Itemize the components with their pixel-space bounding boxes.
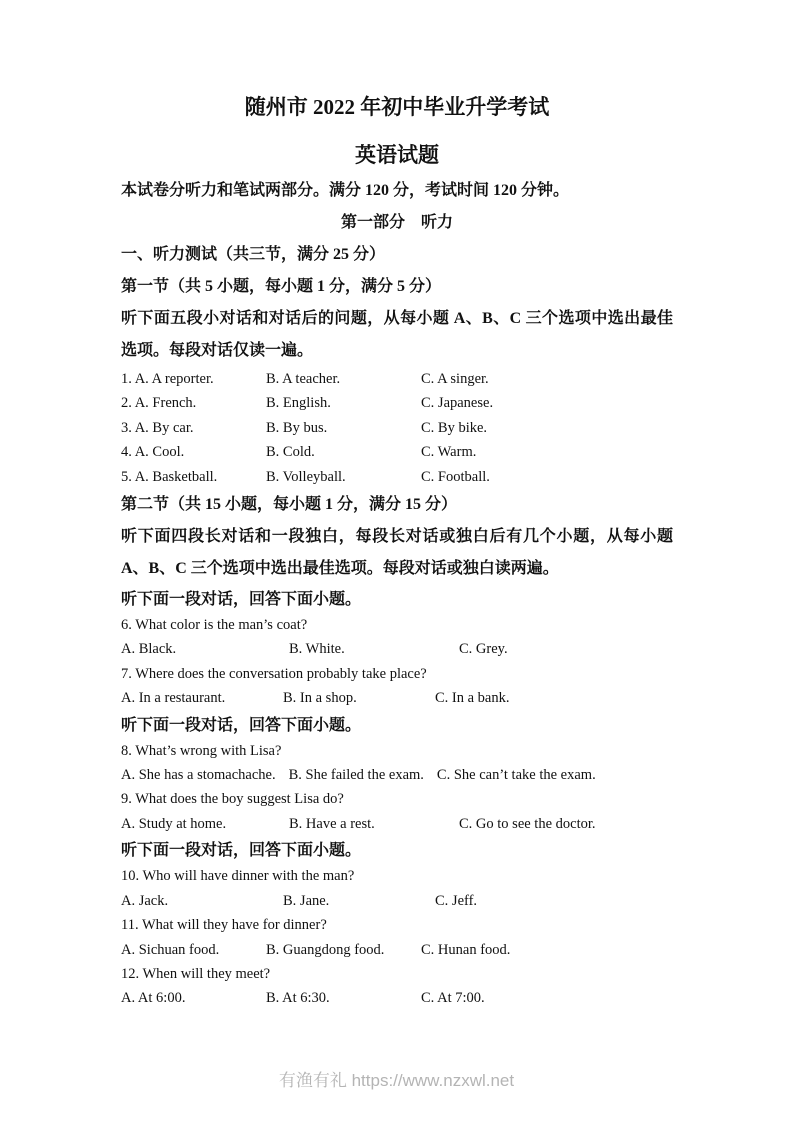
section2-subheading: 第二节（共 15 小题，每小题 1 分，满分 15 分）: [121, 496, 458, 514]
question-6-text: 6. What color is the man’s coat?: [121, 617, 308, 634]
exam-info: 本试卷分听力和笔试两部分。满分 120 分，考试时间 120 分钟。: [121, 182, 570, 199]
exam-subtitle: 英语试题: [355, 143, 439, 167]
exam-title: 随州市 2022 年初中毕业升学考试: [244, 95, 550, 119]
question-6-options: [121, 637, 673, 661]
option-b: B. Have a rest.: [289, 815, 375, 832]
option-b: B. Volleyball.: [266, 468, 346, 485]
section1-instructions: 听下面五段小对话和对话后的问题，从每小题 A、B、C 三个选项中选出最佳选项。每段对话仅读一遍。: [121, 310, 673, 359]
option-b: B. She failed the exam.: [288, 767, 424, 784]
question-row-1: [121, 367, 673, 391]
question-row-3: [121, 416, 673, 440]
question-12-text: 12. When will they meet?: [121, 965, 271, 982]
option-a: 2. A. French.: [121, 395, 197, 412]
question-11-options: [121, 938, 673, 962]
option-b: B. In a shop.: [283, 690, 357, 707]
option-c: C. Grey.: [459, 641, 508, 658]
option-a: 1. A. A reporter.: [121, 371, 214, 387]
option-a: A. Study at home.: [121, 815, 227, 832]
option-b: B. Cold.: [266, 444, 315, 461]
option-c: C. Japanese.: [421, 395, 494, 412]
question-10-options: [121, 889, 673, 913]
question-row-2: [121, 391, 673, 415]
option-c: C. A singer.: [421, 371, 489, 387]
option-b: B. Guangdong food.: [266, 941, 385, 958]
watermark-footer: 有渔有礼 https://www.nzxwl.net: [278, 1071, 515, 1090]
question-8-text: 8. What’s wrong with Lisa?: [121, 742, 282, 759]
option-a: A. She has a stomachache.: [121, 767, 276, 784]
part1-heading: 第一部分 听力: [340, 214, 453, 231]
question-row-5: [121, 465, 673, 489]
option-b: B. By bus.: [266, 419, 328, 436]
question-7-text: 7. Where does the conversation probably take place?: [121, 665, 427, 682]
option-c: C. By bike.: [421, 419, 488, 436]
option-c: C. Go to see the doctor.: [459, 815, 596, 832]
question-11-text: 11. What will they have for dinner?: [121, 917, 327, 934]
option-b: B. A teacher.: [266, 371, 341, 387]
section1-subheading: 第一节（共 5 小题，每小题 1 分，满分 5 分）: [121, 278, 442, 295]
option-c: C. Warm.: [421, 444, 477, 461]
question-10-text: 10. Who will have dinner with the man?: [121, 868, 355, 885]
dialogue1-lead: 听下面一段对话，回答下面小题。: [121, 591, 362, 609]
option-c: C. Football.: [421, 468, 490, 485]
question-row-4: [121, 440, 673, 464]
option-a: A. Jack.: [121, 892, 169, 909]
option-a: A. At 6:00.: [121, 990, 186, 1007]
question-9-options: [121, 812, 673, 836]
listening-section-heading: 一、听力测试（共三节，满分 25 分）: [121, 246, 386, 263]
option-b: B. English.: [266, 395, 331, 412]
option-b: B. White.: [289, 641, 345, 658]
option-c: C. Hunan food.: [421, 941, 511, 958]
option-a: A. Black.: [121, 641, 177, 658]
option-a: 4. A. Cool.: [121, 444, 185, 461]
question-12-options: [121, 986, 673, 1010]
option-a: A. Sichuan food.: [121, 941, 220, 958]
section2-instructions: 听下面四段长对话和一段独白，每段长对话或独白后有几个小题，从每小题 A、B、C 三个选项中选出最佳选项。每段对话或独白读两遍。: [121, 528, 673, 578]
option-c: C. At 7:00.: [421, 990, 485, 1007]
question-7-options: [121, 686, 673, 710]
question-8-options: [121, 763, 673, 787]
option-a: 3. A. By car.: [121, 419, 194, 436]
option-c: C. Jeff.: [435, 892, 478, 909]
dialogue2-lead: 听下面一段对话，回答下面小题。: [121, 716, 362, 734]
option-b: B. At 6:30.: [266, 990, 330, 1007]
option-b: B. Jane.: [283, 892, 330, 909]
dialogue3-lead: 听下面一段对话，回答下面小题。: [121, 842, 362, 860]
question-9-text: 9. What does the boy suggest Lisa do?: [121, 791, 344, 808]
option-c: C. In a bank.: [435, 690, 510, 707]
option-a: 5. A. Basketball.: [121, 468, 218, 485]
option-a: A. In a restaurant.: [121, 690, 226, 707]
option-c: C. She can’t take the exam.: [436, 767, 596, 784]
